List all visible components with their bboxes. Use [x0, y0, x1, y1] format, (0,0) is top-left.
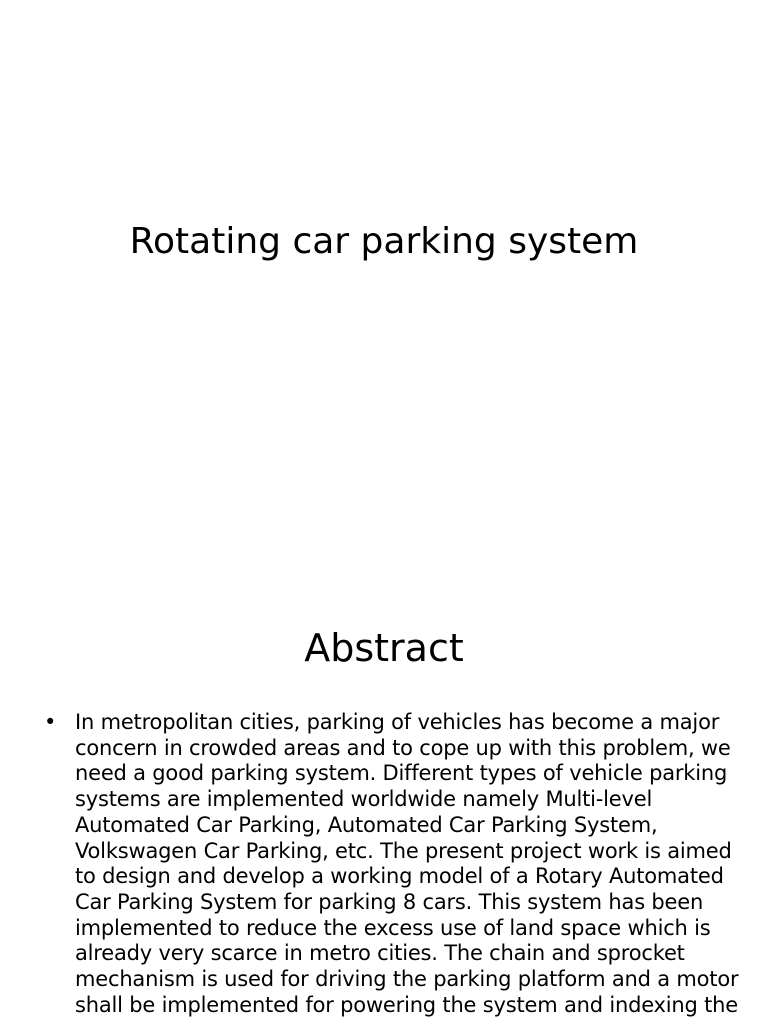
abstract-heading: Abstract — [304, 626, 464, 670]
abstract-bullet-item — [44, 710, 744, 1018]
slide-title: Rotating car parking system — [129, 221, 639, 262]
abstract-text: In metropolitan cities, parking of vehicles has become a major concern in crowded areas and to cope up with this problem, we need a good parking system. Different types of vehicle parking systems are implemented worldwide namely Multi-level Automated Car Parking, Automated Car Parking System, Volkswagen Car Parking, etc. The present project work is aimed to design and develop a working model of a Rotary Automated Car Parking System for parking 8 cars. This system has been implemented to reduce the excess use of land space which is already very scarce in metro cities. The chain and sprocket mechanism is used for driving the parking platform and a motor shall be implemented for powering the system and indexing the — [75, 710, 739, 1017]
abstract-bullet-list — [44, 710, 744, 1018]
bullet-icon: • — [44, 710, 57, 734]
slide-2 — [0, 576, 768, 1024]
